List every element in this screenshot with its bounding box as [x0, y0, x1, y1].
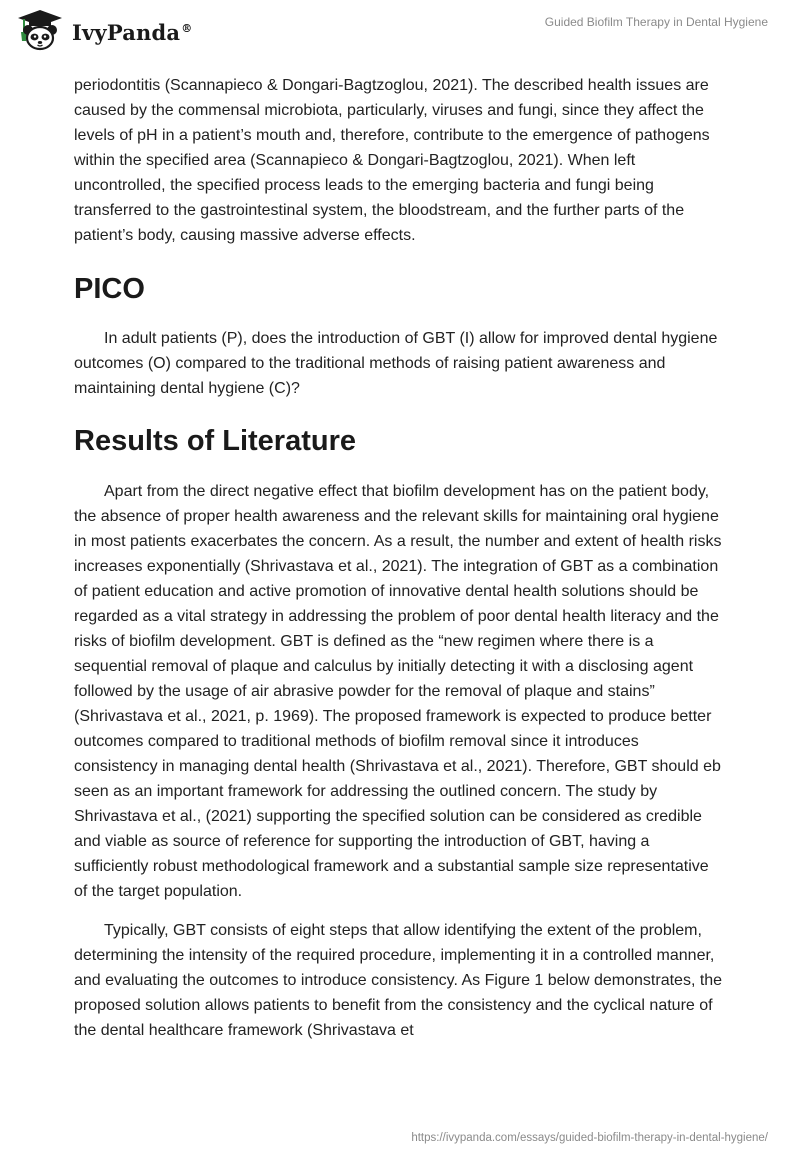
results-paragraph-2: Typically, GBT consists of eight steps that allow identifying the extent of the problem, determining the intensity of the required procedure, implementing it in a controlled manner, and evaluating the outcomes to introduce consistency. As Figure 1 below demonstrates, the proposed solution allows patients to benefit from the consistency and the cyclical nature of the dental healthcare framework (Shrivastava et: [74, 922, 723, 1039]
essay-content: [74, 73, 726, 1043]
results-heading: Results of Literature: [74, 425, 356, 457]
running-title: Guided Biofilm Therapy in Dental Hygiene: [544, 15, 768, 29]
results-paragraph-1: Apart from the direct negative effect that biofilm development has on the patient body, the absence of proper health awareness and the relevant skills for maintaining oral hygiene in most patients exacerbates the concern. As a result, the number and extent of health risks increases exponentially (Shrivastava et al., 2021). The integration of GBT as a combination of patient education and active promotion of innovative dental health solutions should be regarded as a vital strategy in addressing the problem of poor dental health literacy and the risks of biofilm development. GBT is defined as the “new regimen where there is a sequential removal of plaque and calculus by initially detecting it with a disclosing agent followed by the usage of air abrasive powder for the removal of plaque and stains” (Shrivastava et al., 2021, p. 1969). The proposed framework is expected to produce better outcomes compared to traditional methods of biofilm removal since it introduces consistency in managing dental health (Shrivastava et al., 2021). Therefore, GBT should eb seen as an important framework for addressing the outlined concern. The study by Shrivastava et al., (2021) supporting the specified solution can be considered as credible and viable as source of reference for supporting the introduction of GBT, having a sufficiently robust methodological framework and a substantial sample size representative of the target population.: [74, 483, 722, 900]
panda-graduate-icon: [14, 8, 66, 52]
intro-paragraph: periodontitis (Scannapieco & Dongari-Bagtzoglou, 2021). The described health issues are caused by the commensal microbiota, particularly, viruses and fungi, since they affect the levels of pH in a patient’s mouth and, therefore, contribute to the emergence of pathogens within the specified area (Scannapieco & Dongari-Bagtzoglou, 2021). When left uncontrolled, the specified process leads to the emerging bacteria and fungi being transferred to the gastrointestinal system, the bloodstream, and the further parts of the patient’s body, causing massive adverse effects.: [74, 77, 710, 244]
footer-url[interactable]: https://ivypanda.com/essays/guided-biofilm-therapy-in-dental-hygiene/: [411, 1132, 768, 1144]
brand-name: IvyPanda®: [72, 19, 193, 45]
page-header: [0, 0, 800, 60]
brand-logo[interactable]: [14, 8, 192, 52]
pico-paragraph: In adult patients (P), does the introduction of GBT (I) allow for improved dental hygiene outcomes (O) compared to the traditional methods of raising patient awareness and maintaining dental hygiene (C)?: [74, 330, 718, 397]
pico-heading: PICO: [74, 273, 145, 305]
